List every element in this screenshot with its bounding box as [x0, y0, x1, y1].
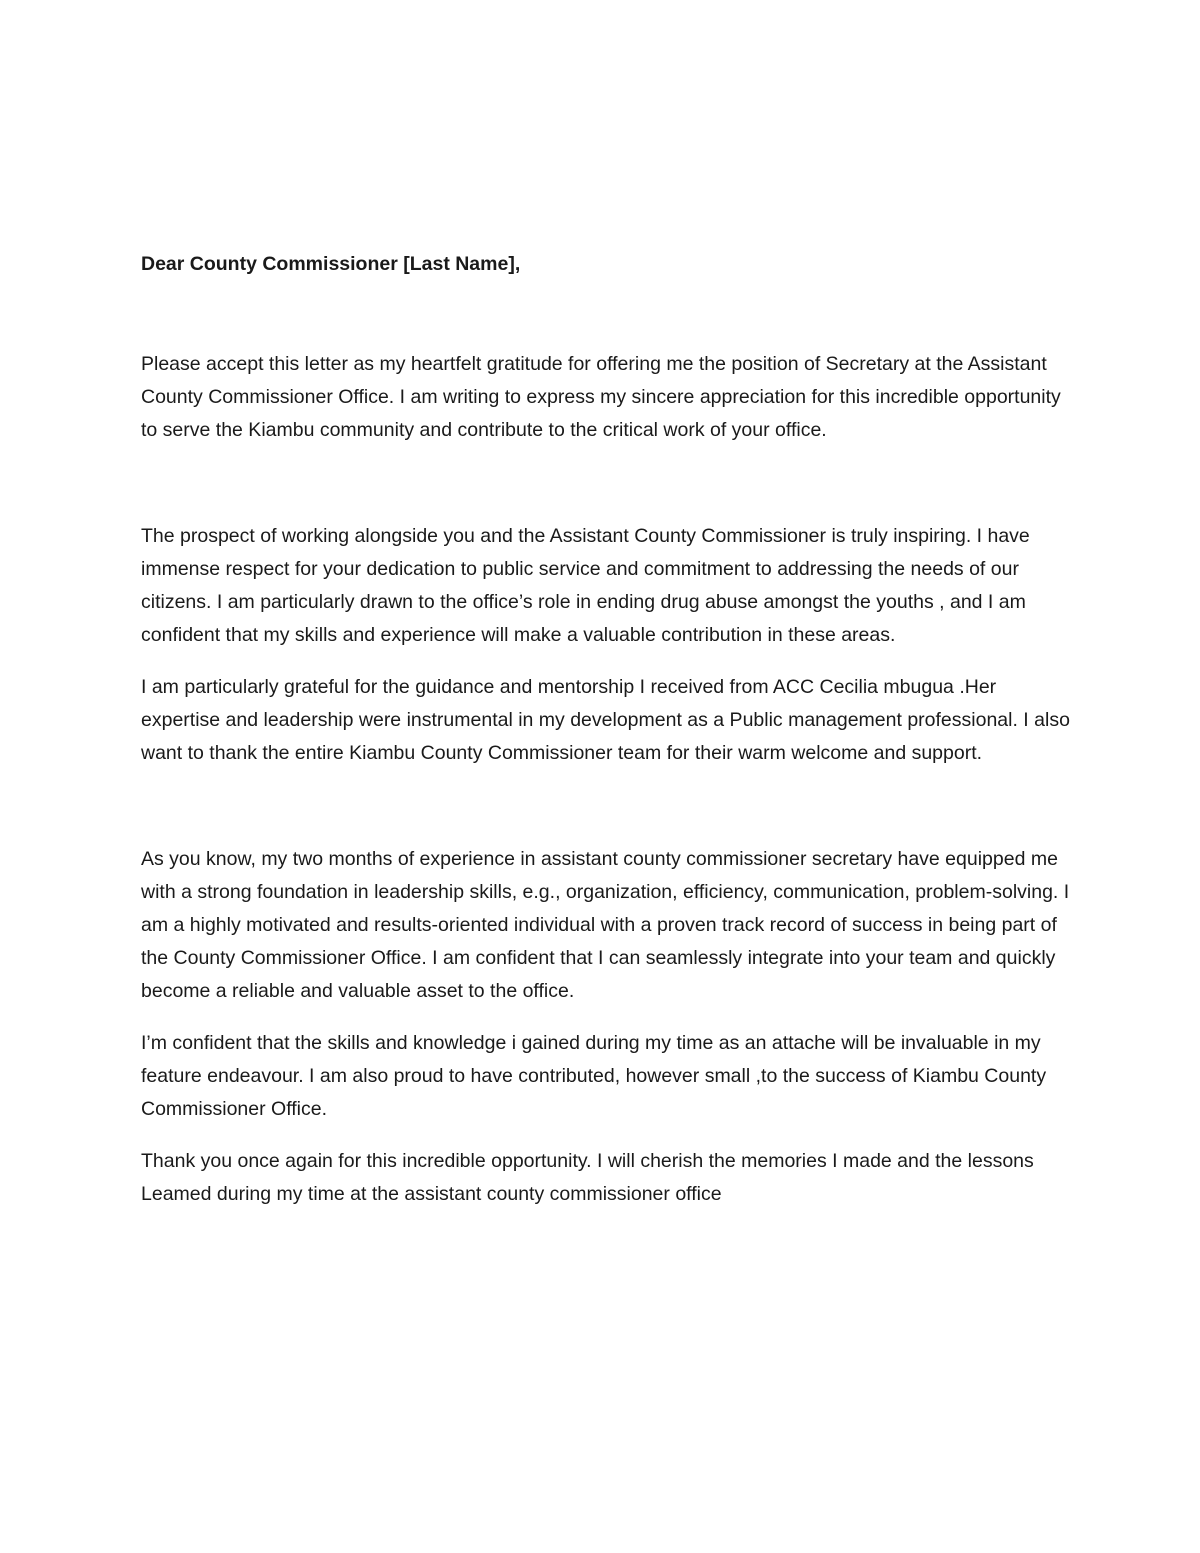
- letter-body: [141, 248, 1071, 1211]
- paragraph-experience: As you know, my two months of experience in assistant county commissioner secretary have equipped me with a strong foundation in leadership skills, e.g., organization, efficiency, communication, problem-solving. I am a highly motivated and results-oriented individual with a proven track record of success in being part of the County Commissioner Office. I am confident that I can seamlessly integrate into your team and quickly become a reliable and valuable asset to the office.: [141, 848, 1070, 1002]
- paragraph-closing: Thank you once again for this incredible opportunity. I will cherish the memories I made and the lessons Leamed during my time at the assistant county commissioner office: [141, 1150, 1034, 1205]
- paragraph-mentorship: I am particularly grateful for the guidance and mentorship I received from ACC Cecilia mbugua .Her expertise and leadership were instrumental in my development as a Public management professional. I also want to thank the entire Kiambu County Commissioner team for their warm welcome and support.: [141, 676, 1070, 764]
- paragraph-confidence: I’m confident that the skills and knowledge i gained during my time as an attache will be invaluable in my feature endeavour. I am also proud to have contributed, however small ,to the success of Kiambu County Commissioner Office.: [141, 1032, 1047, 1120]
- paragraph-gratitude: Please accept this letter as my heartfelt gratitude for offering me the position of Secretary at the Assistant County Commissioner Office. I am writing to express my sincere appreciation for this incredible opportunity to serve the Kiambu community and contribute to the critical work of your office.: [141, 353, 1061, 441]
- paragraph-prospect: The prospect of working alongside you and the Assistant County Commissioner is truly inspiring. I have immense respect for your dedication to public service and commitment to addressing the needs of our citizens. I am particularly drawn to the office’s role in ending drug abuse amongst the youths , and I am confident that my skills and experience will make a valuable contribution in these areas.: [141, 525, 1030, 646]
- salutation: Dear County Commissioner [Last Name],: [141, 253, 521, 275]
